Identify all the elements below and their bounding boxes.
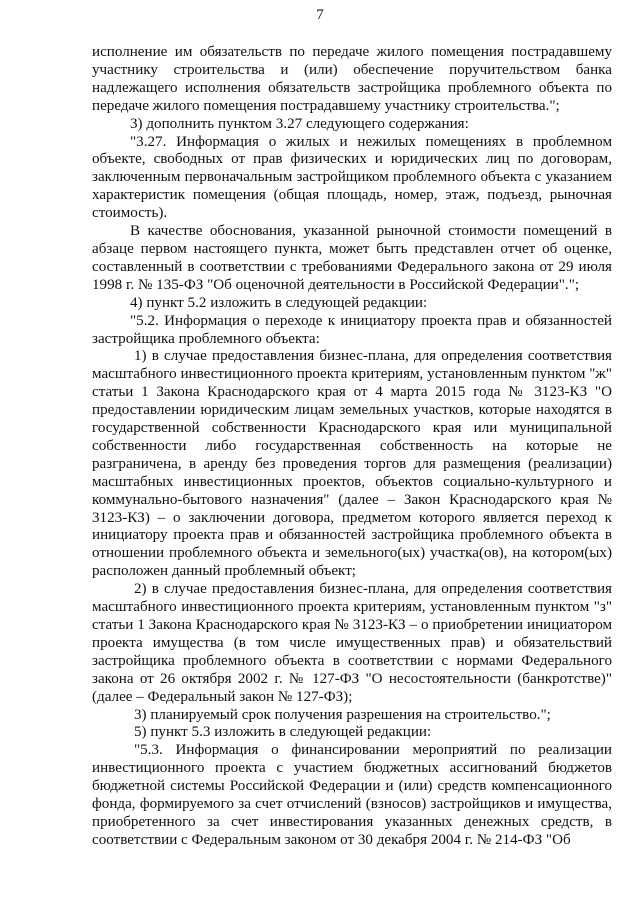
paragraph-subitem-1: 1) в случае предоставления бизнес-плана, для определения соответствия масштабного инвестиционного проекта критериям, установленным пунктом "ж" статьи 1 Закона Краснодарского края от 4 марта 2015 года № 3123-КЗ "О предоставлении юридическим лицам земельных участков, которые находятся в государственной собственности Краснодарского края или муниципальной собственности либо государственная собственность на которые не разграничена, в аренду без проведения торгов для размещения (реализации) масштабных инвестиционных проектов, объектов социально-культурного и коммунально-бытового назначения" (далее – Закон Краснодарского края № 3123-КЗ) – о заключении договора, предметом которого является переход к инициатору проекта прав и обязанностей застройщика проблемного объекта в отношении проблемного объекта и земельного(ых) участка(ов), на котором(ых) расположен данный проблемный объект;	[92, 348, 612, 580]
page-number: 7	[316, 7, 324, 23]
paragraph-item-5: 5) пункт 5.3 изложить в следующей редакции:	[134, 724, 432, 741]
paragraph-continuation: исполнение им обязательств по передаче жилого помещения пострадавшему участнику строительства и (или) обеспечение поручительством банка надлежащего исполнения обязательств застройщика проблемного объекта по передаче жилого помещения пострадавшему участнику строительства.";	[92, 44, 612, 114]
paragraph-clause-5-2: "5.2. Информация о переходе к инициатору проекта прав и обязанностей застройщика проблемного объекта:	[92, 312, 612, 347]
document-body	[92, 44, 612, 850]
paragraph-subitem-2: 2) в случае предоставления бизнес-плана, для определения соответствия масштабного инвестиционного проекта критериям, установленным пунктом "з" статьи 1 Закона Краснодарского края № 3123-КЗ – о приобретении инициатором проекта имущества (в том числе имущественных прав) и обязательствий застройщика проблемного объекта в соответствии с нормами Федерального закона от 26 октября 2002 г. № 127-ФЗ "О несостоятельности (банкротстве)" (далее – Федеральный закон № 127-ФЗ);	[92, 581, 612, 705]
paragraph-clause-3-27: "3.27. Информация о жилых и нежилых помещениях в проблемном объекте, свободных от прав физических и юридических лиц по договорам, заключенным первоначальным застройщиком проблемного объекта с указанием характеристик помещения (общая площадь, номер, этаж, подъезд, рыночная стоимость).	[92, 133, 612, 222]
paragraph-clause-5-3: "5.3. Информация о финансировании мероприятий по реализации инвестиционного проекта с участием бюджетных ассигнований бюджетов бюджетной системы Российской Федерации и (или) средств компенсационного фонда, формируемого за счет отчислений (взносов) застройщиков и имущества, приобретенного за счет инвестирования указанных денежных средств, в соответствии с Федеральным законом от 30 декабря 2004 г. № 214-ФЗ "Об	[92, 742, 612, 848]
paragraph-item-4: 4) пункт 5.2 изложить в следующей редакции:	[130, 294, 428, 311]
paragraph-justification: В качестве обоснования, указанной рыночной стоимости помещений в абзаце первом настоящего пункта, может быть представлен отчет об оценке, составленный в соответствии с требованиями Федерального закона от 29 июля 1998 г. № 135-ФЗ "Об оценочной деятельности в Российской Федерации".";	[92, 223, 612, 293]
paragraph-subitem-3: 3) планируемый срок получения разрешения на строительство.";	[134, 706, 551, 723]
paragraph-item-3: 3) дополнить пунктом 3.27 следующего содержания:	[130, 115, 469, 132]
